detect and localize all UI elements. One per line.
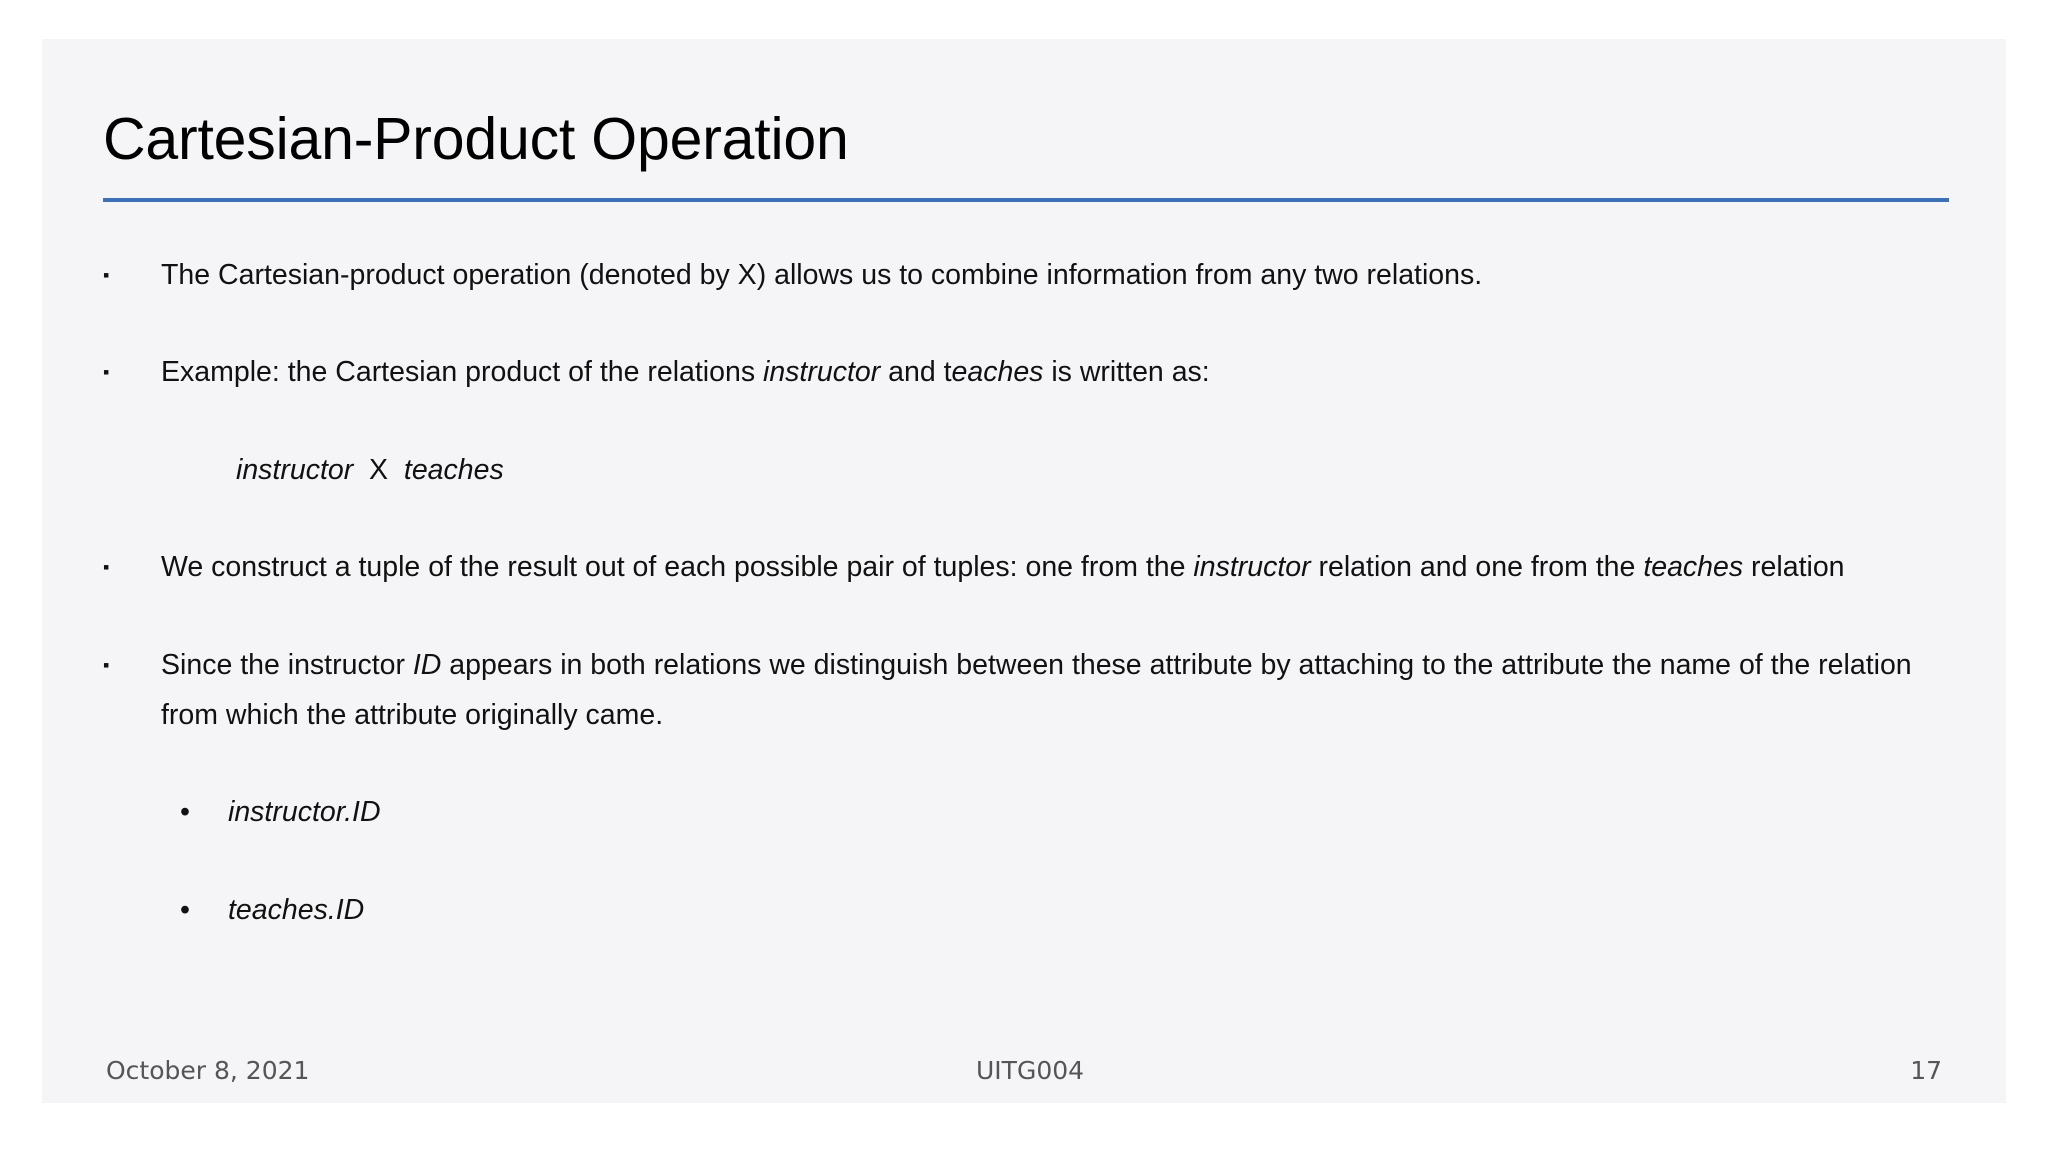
slide-title: Cartesian-Product Operation xyxy=(103,106,849,172)
square-bullet-icon: ▪ xyxy=(103,557,110,577)
square-bullet-icon: ▪ xyxy=(103,655,110,675)
square-bullet-icon: ▪ xyxy=(103,265,110,285)
footer-date: October 8, 2021 xyxy=(106,1056,310,1085)
footer-course-code: UITG004 xyxy=(976,1056,1085,1085)
bullet-3-text: We construct a tuple of the result out of each possible pair of tuples: one from the instructor relation and one from the teaches relation xyxy=(161,551,1845,583)
example-expression xyxy=(236,445,504,495)
sub-bullet-1-text: instructor.ID xyxy=(228,796,381,828)
footer-page-number: 17 xyxy=(1910,1056,1942,1085)
expression-left: instructor xyxy=(236,454,354,486)
round-bullet-icon: • xyxy=(180,894,190,926)
bullet-1-text: The Cartesian-product operation (denoted by X) allows us to combine information from any two relations. xyxy=(161,259,1483,291)
square-bullet-icon: ▪ xyxy=(103,362,110,382)
expression-right: teaches xyxy=(403,454,504,486)
title-underline xyxy=(103,198,1949,202)
expression-operator: X xyxy=(369,454,389,486)
bullet-4-text: Since the instructor ID appears in both relations we distinguish between these attribute by attaching to the attribute the name of the relation from which the attribute originally came. xyxy=(161,649,1912,731)
round-bullet-icon: • xyxy=(180,796,190,828)
sub-bullet-2-text: teaches.ID xyxy=(228,894,365,926)
slide xyxy=(42,39,2006,1103)
bullet-2-text: Example: the Cartesian product of the relations instructor and teaches is written as: xyxy=(161,356,1210,388)
